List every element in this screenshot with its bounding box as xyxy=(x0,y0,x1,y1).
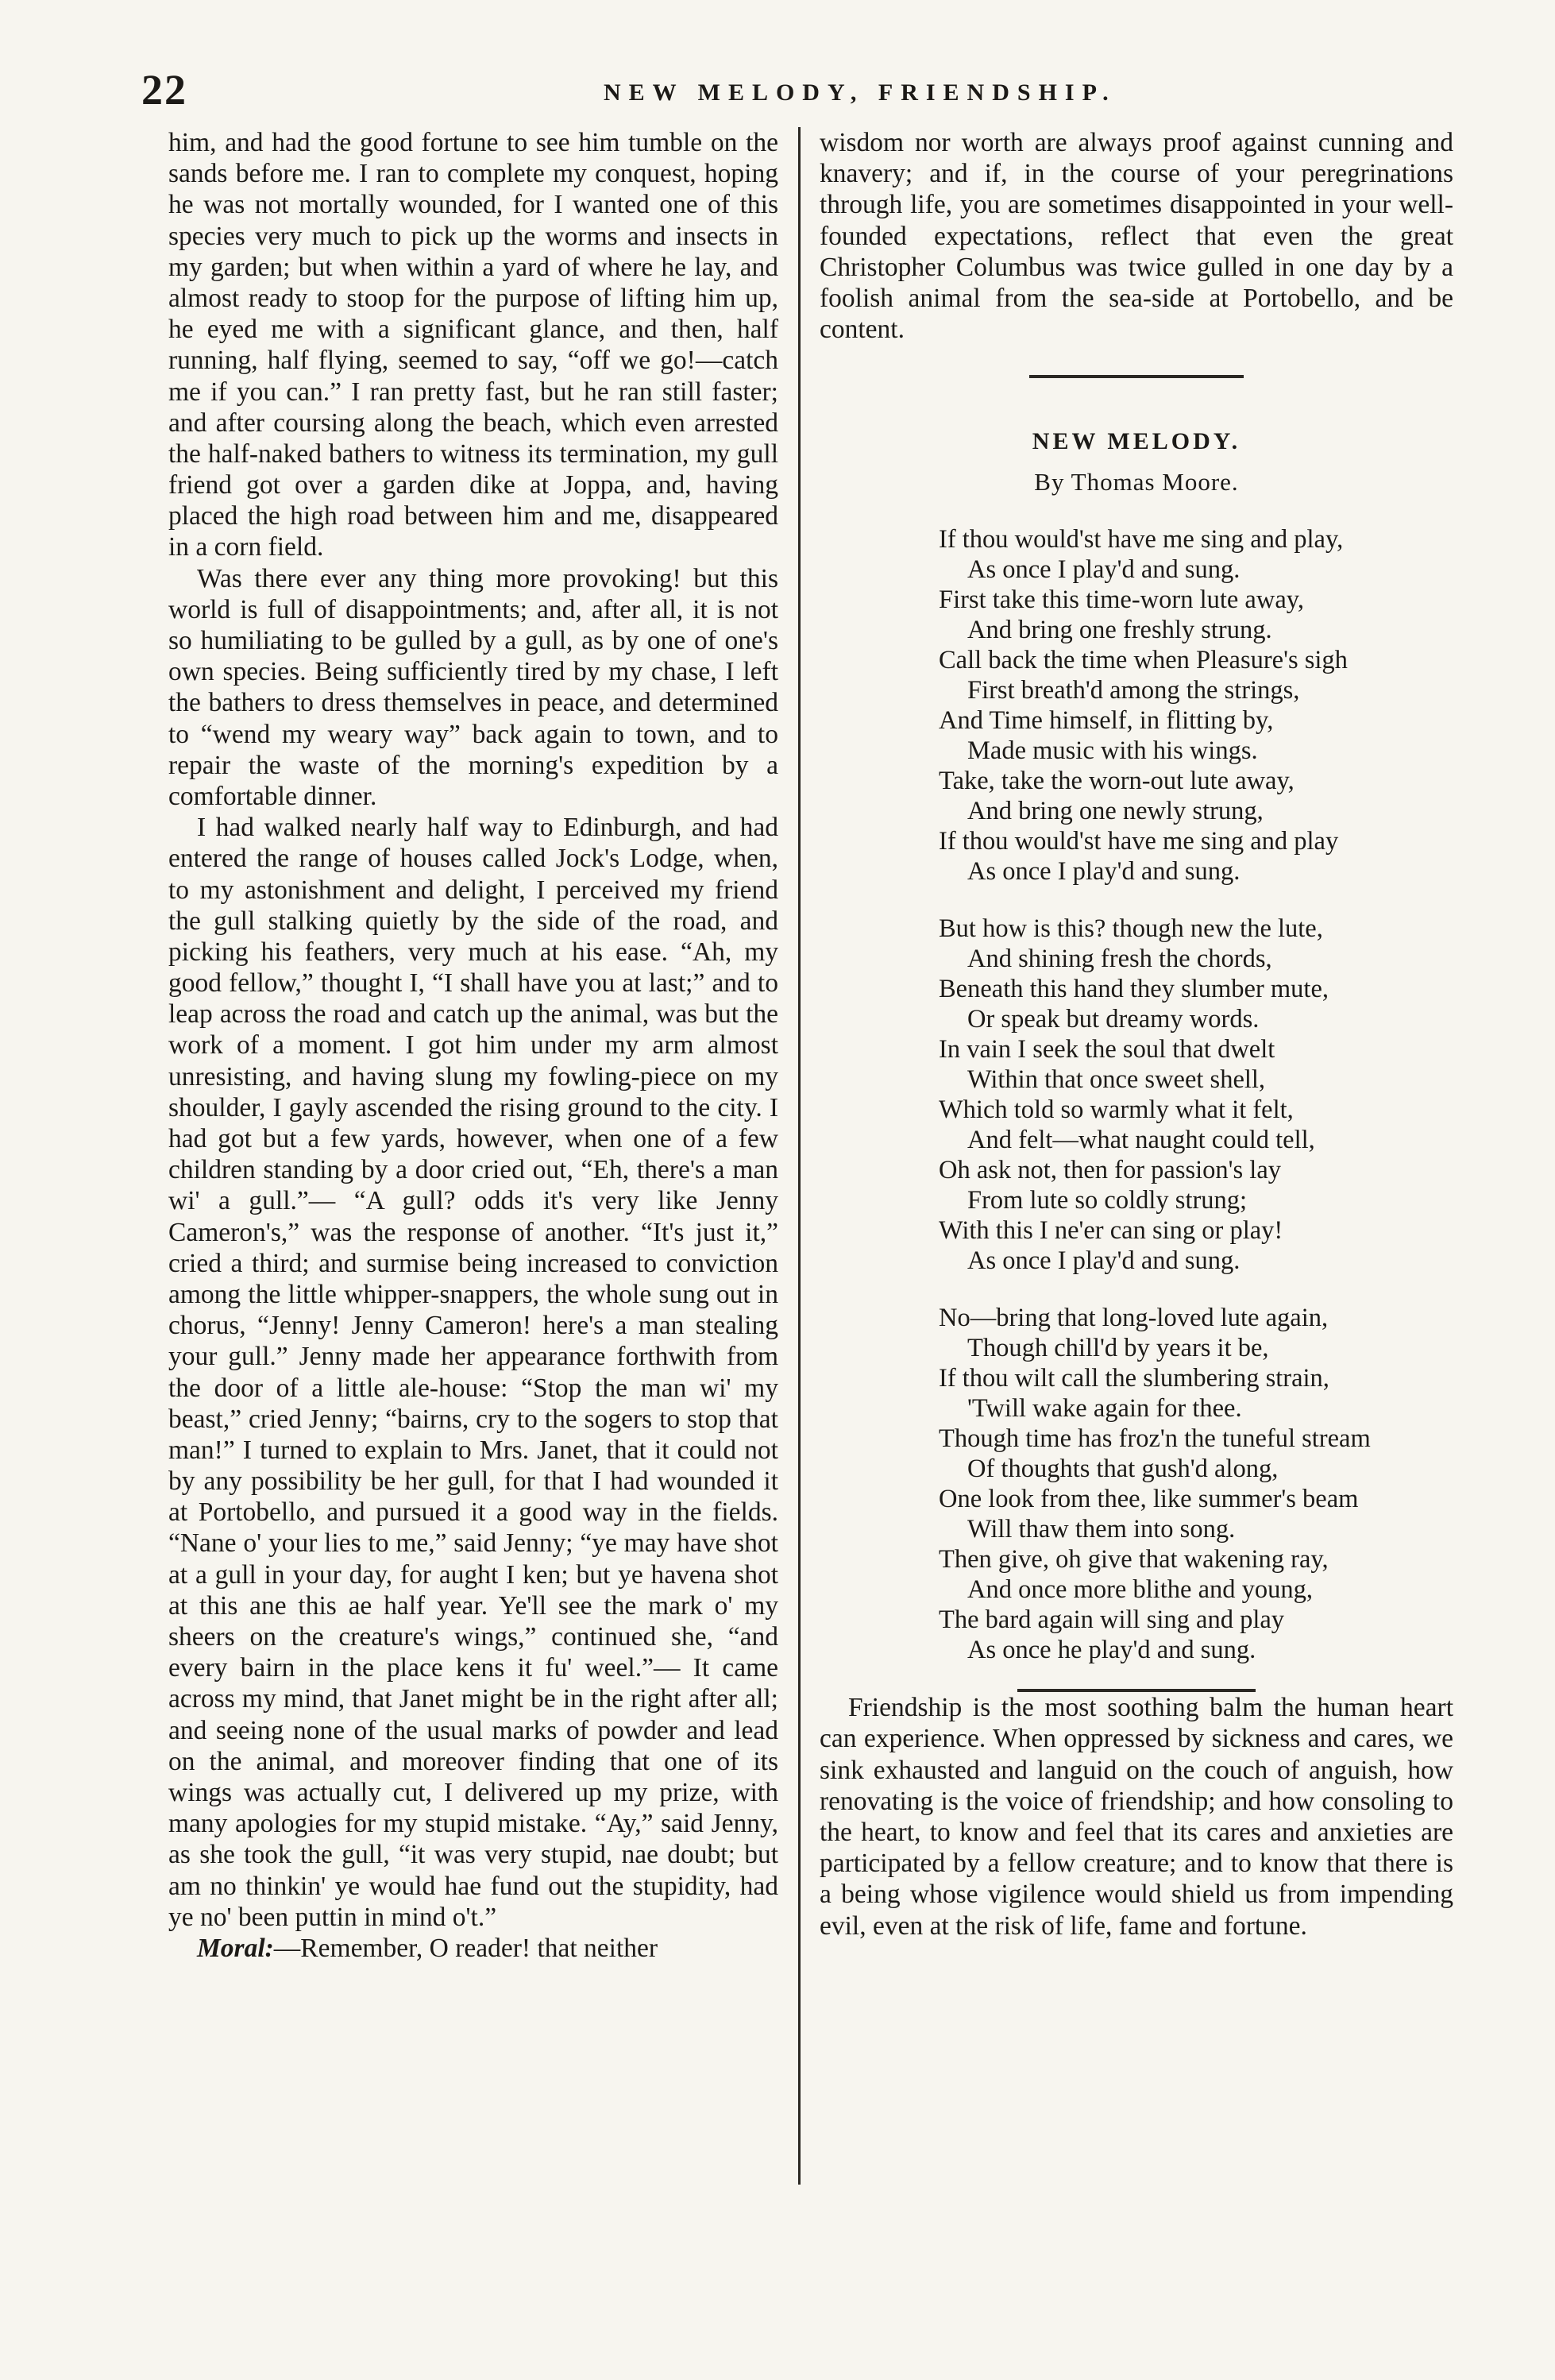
poem-line: Will thaw them into song. xyxy=(967,1515,1236,1544)
poem xyxy=(820,524,1453,1666)
poem-line: Though chill'd by years it be, xyxy=(967,1334,1269,1363)
column-divider xyxy=(798,127,801,2185)
poem-line: Of thoughts that gush'd along, xyxy=(967,1455,1279,1484)
poem-line: With this I ne'er can sing or play! xyxy=(939,1216,1283,1246)
friendship-paragraph: Friendship is the most soothing balm the human heart can experience. When oppressed by sickness and cares, we sink exhausted and languid on the couch of anguish, how renovating is the voice of friendship; and how consoling to the heart, to know and feel that its cares and anxieties are participated by a fellow creature; and to know that there is a being whose vigilence would shield us from impending evil, even at the risk of life, fame and fortune. xyxy=(820,1693,1453,1941)
story-continuation: wisdom nor worth are always proof against cunning and knavery; and if, in the course of your peregrinations through life, you are sometimes disappointed in your well-founded expectations, reflect that even the great Christopher Columbus was twice gulled in one day by a foolish animal from the sea-side at Portobello, and be content. xyxy=(820,128,1453,345)
poem-line: In vain I seek the soul that dwelt xyxy=(939,1034,1275,1064)
poem-stanza xyxy=(820,914,1453,1276)
poem-stanza xyxy=(820,524,1453,887)
section-rule xyxy=(1029,375,1244,378)
poem-line: As once he play'd and sung. xyxy=(967,1636,1256,1665)
poem-line: Which told so warmly what it felt, xyxy=(939,1095,1294,1124)
poem-line: But how is this? though new the lute, xyxy=(939,914,1323,943)
poem-line: One look from thee, like summer's beam xyxy=(939,1485,1359,1514)
poem-byline: By Thomas Moore. xyxy=(1034,468,1239,496)
poem-line: Though time has froz'n the tuneful stream xyxy=(939,1424,1371,1454)
poem-line: Take, take the worn-out lute away, xyxy=(939,766,1295,795)
page-header xyxy=(0,0,1555,114)
poem-line: As once I play'd and sung. xyxy=(967,1246,1241,1276)
moral-text: —Remember, O reader! that neither xyxy=(273,1933,658,1963)
running-title: NEW MELODY, FRIENDSHIP. xyxy=(604,79,1117,106)
poem-title: NEW MELODY. xyxy=(1032,428,1241,455)
poem-line: As once I play'd and sung. xyxy=(967,856,1241,886)
poem-line: The bard again will sing and play xyxy=(939,1605,1285,1635)
poem-line: If thou wilt call the slumbering strain, xyxy=(939,1364,1329,1393)
poem-line: And Time himself, in flitting by, xyxy=(939,705,1274,735)
poem-line: Beneath this hand they slumber mute, xyxy=(939,974,1329,1003)
poem-line: And bring one newly strung, xyxy=(967,796,1264,825)
left-column xyxy=(168,127,778,1964)
poem-line: First take this time-worn lute away, xyxy=(939,585,1305,614)
right-column xyxy=(820,127,1453,1941)
poem-line: Call back the time when Pleasure's sigh xyxy=(939,645,1348,674)
poem-line: First breath'd among the strings, xyxy=(967,675,1300,705)
poem-line: And shining fresh the chords, xyxy=(967,944,1272,973)
poem-line: Within that once sweet shell, xyxy=(967,1064,1266,1094)
poem-line: As once I play'd and sung. xyxy=(967,554,1241,584)
moral-label: Moral: xyxy=(197,1933,274,1963)
page-number: 22 xyxy=(141,66,187,114)
story-paragraph: Was there ever any thing more provoking! but this world is full of disappointments; and, after all, it is not so humiliating to be gulled by a gull, as by one of one's own species. Being sufficiently tired by my chase, I left the bathers to dress themselves in peace, and determined to “wend my weary way” back again to town, and to repair the waste of the morning's expedition by a comfortable dinner. xyxy=(168,563,778,811)
poem-line: Then give, oh give that wakening ray, xyxy=(939,1545,1329,1574)
poem-line: And felt—what naught could tell, xyxy=(967,1125,1315,1154)
story-paragraph: him, and had the good fortune to see him tumble on the sands before me. I ran to complete my conquest, hoping he was not mortally wounded, for I wanted one of this species very much to pick up the worms and insects in my garden; but when within a yard of where he lay, and almost ready to stoop for the purpose of lifting him up, he eyed me with a significant glance, and then, half running, half flying, seemed to say, “off we go!—catch me if you can.” I ran pretty fast, but he ran still faster; and after coursing along the beach, which even arrested the half-naked bathers to witness its termination, my gull friend got over a garden dike at Joppa, and, having placed the high road between him and me, disappeared in a corn field. xyxy=(168,128,778,562)
story-paragraph: I had walked nearly half way to Edinburgh, and had entered the range of houses called Jock's Lodge, when, to my astonishment and delight, I perceived my friend the gull stalking quietly by the side of the road, and picking his feathers, very much at his ease. “Ah, my good fellow,” thought I, “I shall have you at last;” and to leap across the road and catch up the animal, was but the work of a moment. I got him under my arm almost unresisting, and having slung my fowling-piece on my shoulder, I gayly ascended the rising ground to the city. I had got but a few yards, however, when one of a few children standing by a door cried out, “Eh, there's a man wi' a gull.”— “A gull? odds it's very like Jenny Cameron's,” was the response of another. “It's just it,” cried a third; and surmise being increased to conviction among the little whipper-snappers, the whole sung out in chorus, “Jenny! Jenny Cameron! here's a man stealing your gull.” Jenny made her appearance forthwith from the door of a little ale-house: “Stop the man wi' my beast,” cried Jenny; “bairns, cry to the sogers to stop that man!” I turned to explain to Mrs. Janet, that it could not by any possibility be her gull, for that I had wounded it at Portobello, and pursued it a good way in the fields. “Nane o' your lies to me,” said Jenny; “ye may have shot at a gull in your day, for aught I ken; but ye havena shot at this ane this ae half year. Ye'll see the mark o' my sheers on the creature's wings,” continued she, “and every bairn in the place kens it fu' weel.”— It came across my mind, that Janet might be in the right after all; and seeing none of the usual marks of powder and lead on the animal, and moreover finding that one of its wings was actually cut, I delivered up my prize, with many apologies for my stupid mistake. “Ay,” said Jenny, as she took the gull, “it was very stupid, nae doubt; but am no thinkin' ye would hae fund out the stupidity, had ye no' been puttin in mind o't.” xyxy=(168,813,778,1932)
poem-line: Or speak but dreamy words. xyxy=(967,1004,1260,1034)
poem-line: Made music with his wings. xyxy=(967,736,1258,765)
poem-line: And once more blithe and young, xyxy=(967,1575,1314,1605)
poem-line: If thou would'st have me sing and play xyxy=(939,826,1339,856)
poem-line: From lute so coldly strung; xyxy=(967,1186,1248,1215)
moral-paragraph xyxy=(168,1933,778,1964)
poem-line: If thou would'st have me sing and play, xyxy=(939,524,1344,554)
poem-line: 'Twill wake again for thee. xyxy=(967,1394,1242,1424)
poem-line: Oh ask not, then for passion's lay xyxy=(939,1155,1282,1184)
poem-line: No—bring that long-loved lute again, xyxy=(939,1304,1329,1333)
poem-stanza xyxy=(820,1303,1453,1665)
poem-line: And bring one freshly strung. xyxy=(967,615,1272,644)
